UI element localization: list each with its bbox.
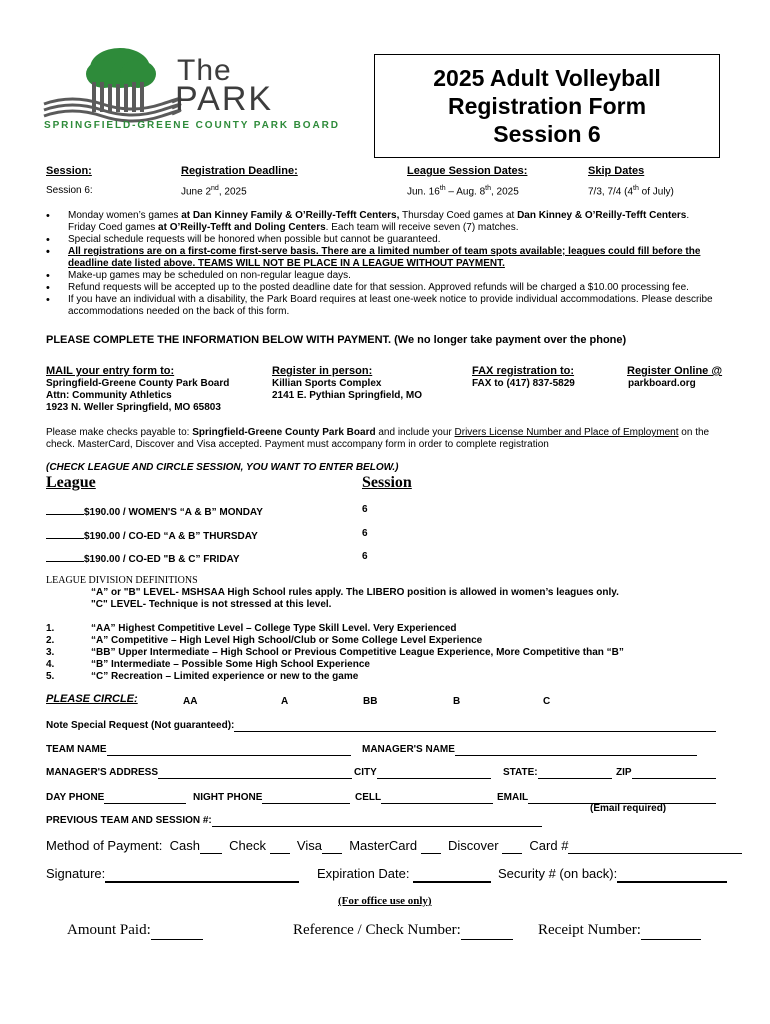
cash-line[interactable] bbox=[200, 838, 222, 854]
signature-field[interactable]: Signature: bbox=[46, 866, 299, 883]
security-field[interactable]: Security # (on back): bbox=[498, 866, 727, 883]
league-session-value: 6 bbox=[362, 551, 368, 562]
manager-address-field[interactable]: MANAGER'S ADDRESS bbox=[46, 767, 352, 779]
day-phone-line[interactable] bbox=[104, 792, 186, 804]
league-session-value: 6 bbox=[362, 504, 368, 515]
complete-info-notice: PLEASE COMPLETE THE INFORMATION BELOW WITH PAYMENT. (We no longer take payment over the phone) bbox=[46, 334, 627, 346]
logo-the-text: The bbox=[177, 54, 232, 87]
checks-payable-note: Please make checks payable to: Springfield-Greene County Park Board and include your Drivers License Number and Place of Employment on the check. MasterCard, Discover and Visa accepted. Payment must accompany form in order to complete registration bbox=[46, 427, 710, 450]
manager-name-field[interactable]: MANAGER'S NAME bbox=[362, 744, 697, 756]
expiration-field[interactable]: Expiration Date: bbox=[317, 866, 491, 883]
division-definitions-heading: LEAGUE DIVISION DEFINITIONS bbox=[46, 575, 198, 586]
manager-address-line[interactable] bbox=[158, 767, 352, 779]
league-session-value: 6 bbox=[362, 528, 368, 539]
bullet-special-requests: • Special schedule requests will be honored when possible but cannot be guaranteed. bbox=[46, 234, 726, 246]
online-link[interactable]: parkboard.org bbox=[628, 378, 696, 389]
please-circle-label: PLEASE CIRCLE: bbox=[46, 693, 138, 705]
receipt-number-line[interactable] bbox=[641, 922, 701, 940]
reference-number-field[interactable]: Reference / Check Number: bbox=[293, 922, 513, 940]
online-heading: Register Online @ bbox=[627, 365, 723, 377]
receipt-number-field[interactable]: Receipt Number: bbox=[538, 922, 701, 940]
manager-name-line[interactable] bbox=[455, 744, 697, 756]
bullet-makeup-games: • Make-up games may be scheduled on non-regular league days. bbox=[46, 270, 726, 282]
check-league-note: (CHECK LEAGUE AND CIRCLE SESSION, YOU WANT TO ENTER BELOW.) bbox=[46, 462, 399, 473]
level-numbers: 1. 2. 3. 4. 5. bbox=[46, 623, 55, 682]
night-phone-line[interactable] bbox=[262, 792, 350, 804]
payment-method-row: Method of Payment: Cash Check Visa MasterCard Discover Card # bbox=[46, 838, 742, 854]
form-title-box bbox=[374, 54, 720, 158]
in-person-address: Killian Sports Complex 2141 E. Pythian Springfield, MO bbox=[272, 378, 423, 401]
zip-field[interactable]: ZIP bbox=[616, 767, 716, 779]
day-phone-field[interactable]: DAY PHONE bbox=[46, 792, 186, 804]
night-phone-field[interactable]: NIGHT PHONE bbox=[193, 792, 350, 804]
fax-heading: FAX registration to: bbox=[472, 365, 575, 377]
special-request-field[interactable]: Note Special Request (Not guaranteed): bbox=[46, 720, 716, 732]
previous-team-line[interactable] bbox=[212, 815, 542, 827]
cell-line[interactable] bbox=[381, 792, 493, 804]
zip-line[interactable] bbox=[632, 767, 716, 779]
header-skip-dates: Skip Dates bbox=[588, 165, 645, 177]
bullet-refunds: • Refund requests will be accepted up to the posted deadline date for that session. Approved refunds will be charged a $10.00 processing fee. bbox=[46, 282, 726, 294]
circle-option-aa[interactable]: AA bbox=[183, 696, 198, 707]
security-line[interactable] bbox=[617, 866, 727, 883]
league-checkbox-line[interactable] bbox=[46, 528, 84, 539]
league-option-coed-friday[interactable]: $190.00 / CO-ED "B & C” FRIDAY bbox=[46, 549, 240, 567]
title-line-2: Registration Form bbox=[447, 93, 647, 119]
check-line[interactable] bbox=[270, 838, 290, 854]
mail-address: Springfield-Greene County Park Board Attn: Community Athletics 1923 N. Weller Springfield, MO 65803 bbox=[46, 378, 230, 413]
cell-field[interactable]: CELL bbox=[355, 792, 493, 804]
email-required-note: (Email required) bbox=[590, 803, 667, 814]
bullet-disability: • If you have an individual with a disability, the Park Board requires at least one-week notice to provide individual accommodations. Please describe bbox=[46, 294, 726, 306]
league-checkbox-line[interactable] bbox=[46, 504, 84, 515]
in-person-heading: Register in person: bbox=[272, 365, 373, 377]
mastercard-line[interactable] bbox=[421, 838, 441, 854]
expiration-line[interactable] bbox=[413, 866, 491, 883]
reference-number-line[interactable] bbox=[461, 922, 513, 940]
discover-line[interactable] bbox=[502, 838, 522, 854]
header-session: Session: bbox=[46, 165, 92, 177]
city-field[interactable]: CITY bbox=[354, 767, 491, 779]
email-field[interactable]: EMAIL bbox=[497, 792, 716, 804]
league-checkbox-line[interactable] bbox=[46, 551, 84, 562]
signature-line[interactable] bbox=[105, 866, 299, 883]
info-bullet-list: • Monday women’s games at Dan Kinney Family & O’Reilly-Tefft Centers, Thursday Coed games at Dan Kinney & O’Reilly-Tefft Centers. Friday Coed games at O’Reilly-Tefft and Doling Centers. Each team will receive seven (7) matches. • Special schedule requests will be honored when possible but cannot be guaranteed. • All registrations are on a first-come first-serve basis. There are a limited number of team spots available; leagues could fill before the deadline date listed above. TEAMS WILL NOT BE PLACE IN A LEAGUE WITHOUT PAYMENT. • Make-up games may be scheduled on non-regular league days. • Refund requests will be accepted up to the posted deadline date for that session. Approved refunds will be charged a $10.00 processing fee. • If you have an individual with a disability, the Park Board requires at least one-week notice to provide individual accommodations. Please describe accommodations needed on the back of this form. bbox=[46, 210, 726, 318]
fax-number: FAX to (417) 837-5829 bbox=[472, 378, 575, 389]
state-field[interactable]: STATE: bbox=[503, 767, 612, 779]
league-dates-value: Jun. 16th – Aug. 8th, 2025 bbox=[407, 185, 519, 198]
session-heading: Session bbox=[362, 474, 412, 491]
city-line[interactable] bbox=[377, 767, 491, 779]
title-line-3: Session 6 bbox=[493, 121, 601, 147]
title-line-1: 2025 Adult Volleyball bbox=[433, 65, 661, 91]
circle-option-a[interactable]: A bbox=[281, 696, 289, 707]
special-request-line[interactable] bbox=[234, 720, 716, 732]
team-name-line[interactable] bbox=[107, 744, 351, 756]
bullet-first-come: • All registrations are on a first-come first-serve basis. There are a limited number of team spots available; leagues could fill before the bbox=[46, 246, 726, 258]
division-definitions: “A” or "B" LEVEL- MSHSAA High School rules apply. The LIBERO position is allowed in women’s leagues only. "C" LEVEL- Technique is not stressed at this level. bbox=[91, 587, 619, 610]
circle-option-bb[interactable]: BB bbox=[363, 696, 378, 707]
league-option-coed-thursday[interactable]: $190.00 / CO-ED “A & B” THURSDAY bbox=[46, 526, 258, 544]
circle-option-b[interactable]: B bbox=[453, 696, 461, 707]
league-heading: League bbox=[46, 474, 96, 491]
bullet-game-locations: • Monday women’s games at Dan Kinney Family & O’Reilly-Tefft Centers, Thursday Coed games at Dan Kinney & O’Reilly-Tefft Centers. bbox=[46, 210, 726, 222]
visa-line[interactable] bbox=[322, 838, 342, 854]
amount-paid-line[interactable] bbox=[151, 922, 203, 940]
header-league-dates: League Session Dates: bbox=[407, 165, 528, 177]
amount-paid-field[interactable]: Amount Paid: bbox=[67, 922, 203, 940]
session-value: Session 6: bbox=[46, 185, 93, 196]
logo-park-text: PARK bbox=[175, 80, 274, 118]
card-number-line[interactable] bbox=[568, 838, 742, 854]
skip-dates-value: 7/3, 7/4 (4th of July) bbox=[588, 185, 674, 198]
deadline-value: June 2nd, 2025 bbox=[181, 185, 247, 198]
league-option-womens-monday[interactable]: $190.00 / WOMEN'S “A & B” MONDAY bbox=[46, 502, 263, 520]
team-name-field[interactable]: TEAM NAME bbox=[46, 744, 351, 756]
previous-team-field[interactable]: PREVIOUS TEAM AND SESSION #: bbox=[46, 815, 542, 827]
logo-board-text: SPRINGFIELD-GREENE COUNTY PARK BOARD bbox=[44, 120, 340, 131]
state-line[interactable] bbox=[538, 767, 612, 779]
mail-heading: MAIL your entry form to: bbox=[46, 365, 175, 377]
level-descriptions: “AA” Highest Competitive Level – College Type Skill Level. Very Experienced “A” Competitive – High Level High School/Club or Some College Level Experience “BB” Upper Intermediate – High School or Previous Competitive League Experience, More Competitive than “B” “B” Intermediate – Possible Some High School Experience “C” Recreation – Limited experience or new to the game bbox=[91, 623, 624, 682]
header-deadline: Registration Deadline: bbox=[181, 165, 298, 177]
office-use-heading: (For office use only) bbox=[338, 895, 432, 907]
circle-option-c[interactable]: C bbox=[543, 696, 551, 707]
